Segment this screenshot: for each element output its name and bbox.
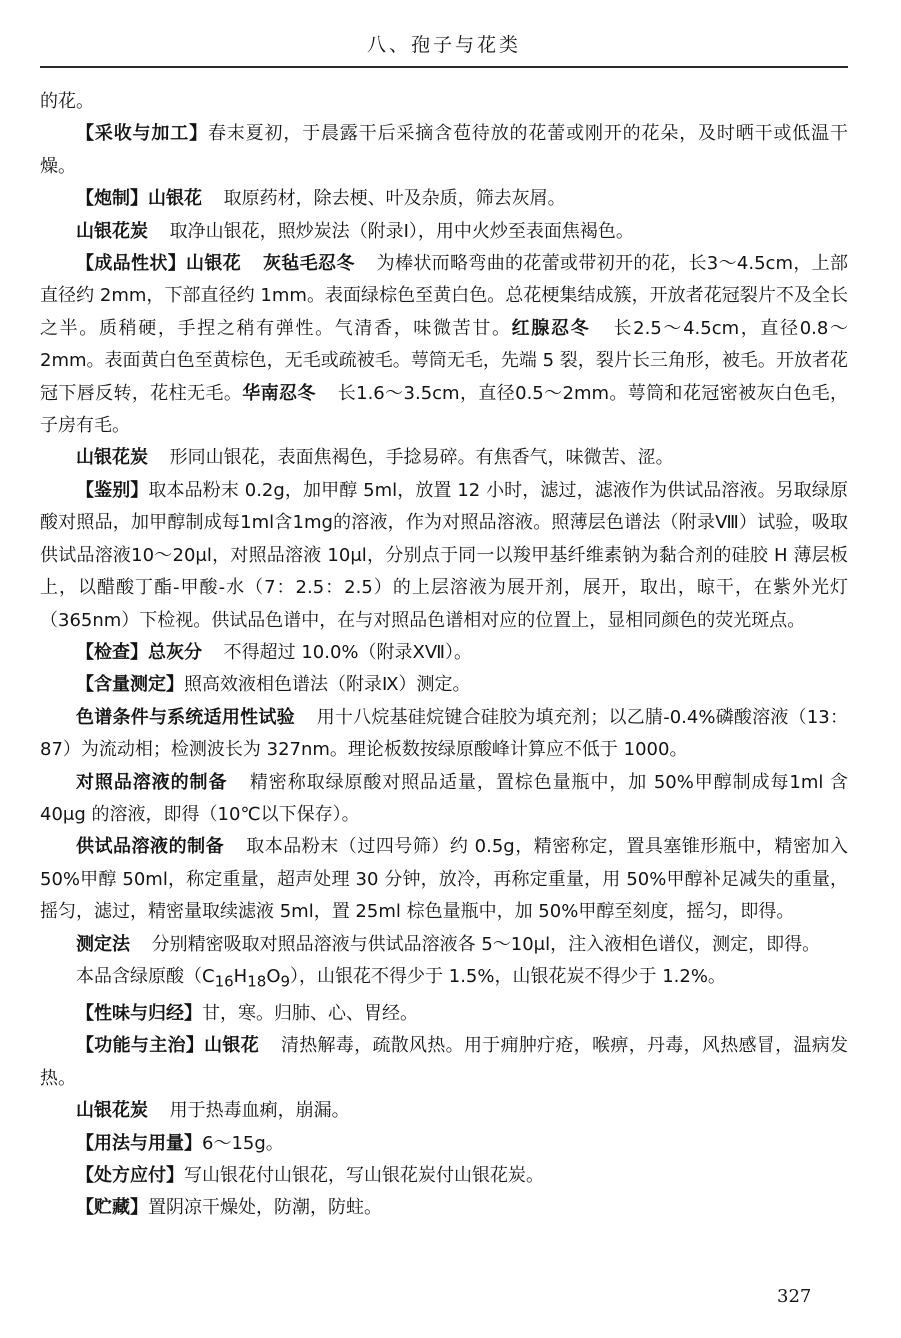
section-text: 长1.6～3.5cm，直径0.5～2mm。萼筒和花冠密被灰白色毛，子房有毛。 [40,382,849,437]
section-processing [40,183,848,215]
page-body [40,86,848,1225]
section-text: O [266,965,281,987]
assay-test-solution [40,831,848,928]
page-header-title: 八、孢子与花类 [366,34,521,56]
section-characteristics [40,248,848,442]
section-text: 取原药材，除去梗、叶及杂质，筛去灰屑。 [223,188,566,210]
section-text: 取本品粉末 0.2g，加甲醇 5ml，放置 12 小时，滤过，滤液作为供试品溶液。另取绿原酸对照品，加甲醇制成每1ml含1mg的溶液，作为对照品溶液。照薄层色谱法（附录Ⅷ）试验，吸取供试品溶液10～20μl，对照品溶液 10μl，分别点于同一以羧甲基纤维素钠为黏合剂的硅胶 H 薄层板上，以醋酸丁酯-甲酸-水（7：2.5：2.5）的上层溶液为展开剂，展开，取出，晾干，在紫外光灯（365nm）下检视。供试品色谱中，在与对照品色谱相对应的位置上，显相同颜色的荧光斑点。 [40,479,849,631]
assay-reference-solution [40,767,848,832]
paragraph-continuation [40,86,848,118]
term: 山银花 [186,253,242,275]
section-prescription [40,1160,848,1192]
section-text: 精密称取绿原酸对照品适量，置棕色量瓶中，加 50%甲醇制成每1ml 含 40μg 的溶液，即得（10℃以下保存）。 [40,771,849,825]
section-text: 长2.5～4.5cm，直径0.8～2mm。表面黄白色至黄棕色，无毛或疏被毛。萼筒无毛，先端 5 裂，裂片长三角形，被毛。开放者花冠下唇反转，花柱无毛。 [40,317,849,404]
section-text: 为棒状而略弯曲的花蕾或带初开的花，长3～4.5cm，上部直径约 2mm，下部直径约 1mm。表面绿棕色至黄白色。总花梗集结成簇，开放者花冠裂片不及全长之半。质稍硬，手捏之稍有弹性。气清香，味微苦甘。 [40,253,849,339]
section-text: 形同山银花，表面焦褐色，手捻易碎。有焦香气，味微苦、涩。 [169,447,674,469]
section-text: 取净山银花，照炒炭法（附录Ⅰ），用中火炒至表面焦褐色。 [169,220,634,242]
section-properties [40,998,848,1030]
section-text: 写山银花付山银花，写山银花炭付山银花炭。 [184,1165,544,1186]
term: 测定法 [76,933,130,955]
term: 色谱条件与系统适用性试验 [76,706,295,728]
formula-subscript: 9 [280,972,291,991]
section-text: 甘，寒。归肺、心、胃经。 [202,1002,418,1024]
functions-charcoal [40,1095,848,1127]
page-number: 327 [777,1286,812,1307]
assay-chromatography [40,702,848,767]
section-label: 【鉴别】 [76,479,149,501]
section-storage [40,1192,848,1224]
section-text: 6～15g。 [202,1132,284,1154]
term: 山银花 [204,1035,260,1057]
section-label: 【贮藏】 [76,1197,148,1219]
section-text: H [233,965,248,987]
continuation-text: 的花。 [40,91,94,112]
assay-content-limit [40,961,848,998]
section-harvest [40,118,848,183]
section-text: 取本品粉末（过四号筛）约 0.5g，精密称定，置具塞锥形瓶中，精密加入 50%甲醇 50ml，称定重量，超声处理 30 分钟，放冷，再称定重量，用 50%甲醇补足减失的重量，摇匀，滤过，精密量取续滤液 5ml，置 25ml 棕色量瓶中，加 50%甲醇至刻度，摇匀，即得。 [40,836,848,923]
section-text: 清热解毒，疏散风热。用于痈肿疔疮，喉痹，丹毒，风热感冒，温病发热。 [40,1035,849,1089]
term: 山银花炭 [76,447,148,469]
section-label: 【用法与用量】 [76,1132,202,1154]
section-text: 分别精密吸取对照品溶液与供试品溶液各 5～10μl，注入液相色谱仪，测定，即得。 [151,933,821,955]
section-text: 用于热毒血痢，崩漏。 [169,1100,350,1122]
section-functions [40,1030,848,1095]
section-label: 【炮制】 [76,188,148,210]
term: 红腺忍冬 [511,317,591,339]
term: 华南忍冬 [242,382,316,404]
section-label: 【采收与加工】 [76,123,208,145]
section-dosage [40,1128,848,1160]
section-text: 春末夏初，于晨露干后采摘含苞待放的花蕾或刚开的花朵，及时晒干或低温干燥。 [40,123,848,177]
section-assay [40,669,848,701]
processing-charcoal [40,216,848,248]
assay-method [40,929,848,961]
term: 总灰分 [148,641,202,663]
section-label: 【性味与归经】 [76,1002,202,1024]
section-inspection [40,637,848,669]
section-text: 照高效液相色谱法（附录Ⅸ）测定。 [184,674,471,696]
term: 灰毡毛忍冬 [262,253,355,275]
term: 山银花炭 [76,1100,148,1122]
section-label: 【处方应付】 [76,1165,184,1186]
term: 对照品溶液的制备 [76,771,228,793]
section-label: 【功能与主治】 [76,1035,205,1057]
section-label: 【检查】 [76,641,148,663]
section-text: 不得超过 10.0%（附录ⅩⅦ）。 [223,641,472,663]
section-text: 本品含绿原酸（C [76,965,215,987]
header-divider [40,66,848,68]
formula-subscript: 16 [214,972,234,991]
section-text: 置阴凉干燥处，防潮，防蛀。 [148,1197,382,1219]
section-identification [40,475,848,637]
term: 供试品溶液的制备 [76,836,225,858]
section-text: ），山银花不得少于 1.5%，山银花炭不得少于 1.2%。 [290,965,726,987]
section-label: 【成品性状】 [76,253,187,275]
section-text: 用十八烷基硅烷键合硅胶为填充剂；以乙腈-0.4%磷酸溶液（13：87）为流动相；检测波长为 327nm。理论板数按绿原酸峰计算应不低于 1000。 [40,706,848,761]
term: 山银花炭 [76,220,148,242]
formula-subscript: 18 [247,972,267,991]
section-label: 【含量测定】 [76,674,184,696]
term: 山银花 [148,188,202,210]
characteristics-charcoal [40,442,848,474]
